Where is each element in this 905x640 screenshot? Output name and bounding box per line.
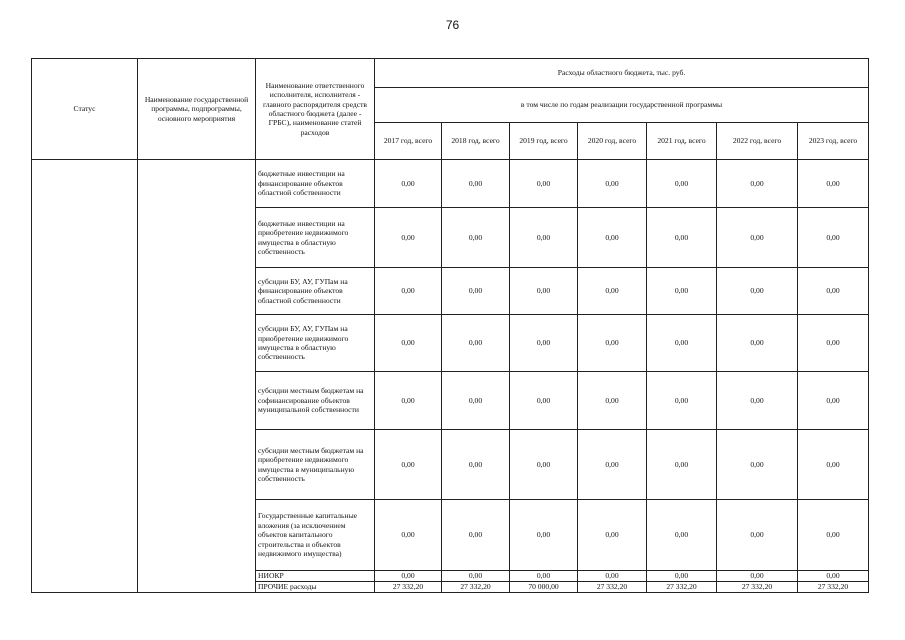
value-cell: 0,00	[717, 160, 798, 208]
row-label: НИОКР	[256, 571, 375, 582]
value-cell: 0,00	[798, 160, 869, 208]
budget-table	[31, 58, 869, 593]
value-cell: 0,00	[442, 268, 510, 315]
value-cell: 0,00	[578, 160, 647, 208]
table-header	[32, 59, 869, 160]
value-cell: 0,00	[510, 372, 578, 430]
row-label: бюджетные инвестиции на финансирование объектов областной собственности	[256, 160, 375, 208]
value-cell: 0,00	[510, 500, 578, 571]
value-cell: 0,00	[578, 268, 647, 315]
value-cell: 0,00	[717, 571, 798, 582]
value-cell: 0,00	[578, 571, 647, 582]
value-cell: 0,00	[578, 208, 647, 268]
value-cell: 0,00	[375, 430, 442, 500]
value-cell: 0,00	[798, 372, 869, 430]
value-cell: 0,00	[647, 372, 717, 430]
value-cell: 0,00	[375, 160, 442, 208]
value-cell: 0,00	[578, 315, 647, 372]
value-cell: 0,00	[798, 500, 869, 571]
row-label: бюджетные инвестиции на приобретение недвижимого имущества в областную собственность	[256, 208, 375, 268]
row-label: субсидии БУ, АУ, ГУПам на финансирование объектов областной собственности	[256, 268, 375, 315]
value-cell: 0,00	[717, 430, 798, 500]
value-cell: 27 332,20	[442, 582, 510, 593]
value-cell: 0,00	[442, 500, 510, 571]
value-cell: 0,00	[442, 430, 510, 500]
value-cell: 27 332,20	[375, 582, 442, 593]
value-cell: 0,00	[647, 571, 717, 582]
value-cell: 27 332,20	[647, 582, 717, 593]
header-executor: Наименование ответственного исполнителя, исполнителя - главного распорядителя средств областного бюджета (далее - ГРБС), наименование статей расходов	[256, 59, 375, 160]
value-cell: 0,00	[375, 268, 442, 315]
status-cell	[32, 160, 138, 593]
value-cell: 0,00	[375, 208, 442, 268]
header-program-name: Наименование государственной программы, подпрограммы, основного мероприятия	[138, 59, 256, 160]
value-cell: 0,00	[578, 372, 647, 430]
value-cell: 0,00	[798, 208, 869, 268]
page-number: 76	[445, 18, 460, 32]
header-year-2020: 2020 год, всего	[578, 123, 647, 160]
row-label: Государственные капитальные вложения (за исключением объектов капитального строительства и объектов недвижимого имущества)	[256, 500, 375, 571]
value-cell: 0,00	[375, 372, 442, 430]
value-cell: 0,00	[375, 571, 442, 582]
value-cell: 0,00	[717, 372, 798, 430]
value-cell: 0,00	[647, 160, 717, 208]
value-cell: 0,00	[717, 500, 798, 571]
header-year-2022: 2022 год, всего	[717, 123, 798, 160]
value-cell: 0,00	[442, 372, 510, 430]
value-cell: 0,00	[798, 315, 869, 372]
value-cell: 0,00	[647, 430, 717, 500]
row-label: субсидии местным бюджетам на софинансирование объектов муниципальной собственности	[256, 372, 375, 430]
table-body	[32, 160, 869, 593]
value-cell: 0,00	[442, 160, 510, 208]
row-label: субсидии БУ, АУ, ГУПам на приобретение недвижимого имущества в областную собственность	[256, 315, 375, 372]
value-cell: 0,00	[717, 208, 798, 268]
row-label: ПРОЧИЕ расходы	[256, 582, 375, 593]
value-cell: 0,00	[798, 571, 869, 582]
header-expenses: Расходы областного бюджета, тыс. руб.	[375, 59, 869, 88]
value-cell: 27 332,20	[717, 582, 798, 593]
table-row	[32, 160, 869, 208]
value-cell: 0,00	[647, 500, 717, 571]
value-cell: 0,00	[510, 571, 578, 582]
value-cell: 0,00	[510, 160, 578, 208]
value-cell: 0,00	[578, 500, 647, 571]
program-name-cell	[138, 160, 256, 593]
value-cell: 0,00	[375, 315, 442, 372]
header-year-2023: 2023 год, всего	[798, 123, 869, 160]
value-cell: 27 332,20	[798, 582, 869, 593]
value-cell: 0,00	[442, 571, 510, 582]
value-cell: 0,00	[647, 208, 717, 268]
value-cell: 0,00	[510, 315, 578, 372]
value-cell: 0,00	[647, 315, 717, 372]
value-cell: 0,00	[510, 208, 578, 268]
value-cell: 0,00	[717, 268, 798, 315]
row-label: субсидии местным бюджетам на приобретение недвижимого имущества в муниципальную собственность	[256, 430, 375, 500]
header-year-2021: 2021 год, всего	[647, 123, 717, 160]
value-cell: 0,00	[798, 430, 869, 500]
value-cell: 70 000,00	[510, 582, 578, 593]
header-year-2018: 2018 год, всего	[442, 123, 510, 160]
value-cell: 0,00	[510, 268, 578, 315]
value-cell: 0,00	[442, 208, 510, 268]
value-cell: 0,00	[442, 315, 510, 372]
value-cell: 0,00	[510, 430, 578, 500]
value-cell: 0,00	[578, 430, 647, 500]
value-cell: 0,00	[647, 268, 717, 315]
value-cell: 0,00	[375, 500, 442, 571]
value-cell: 0,00	[798, 268, 869, 315]
header-year-2017: 2017 год, всего	[375, 123, 442, 160]
header-status: Статус	[32, 59, 138, 160]
header-year-2019: 2019 год, всего	[510, 123, 578, 160]
header-by-years: в том числе по годам реализации государственной программы	[375, 88, 869, 123]
value-cell: 0,00	[717, 315, 798, 372]
value-cell: 27 332,20	[578, 582, 647, 593]
